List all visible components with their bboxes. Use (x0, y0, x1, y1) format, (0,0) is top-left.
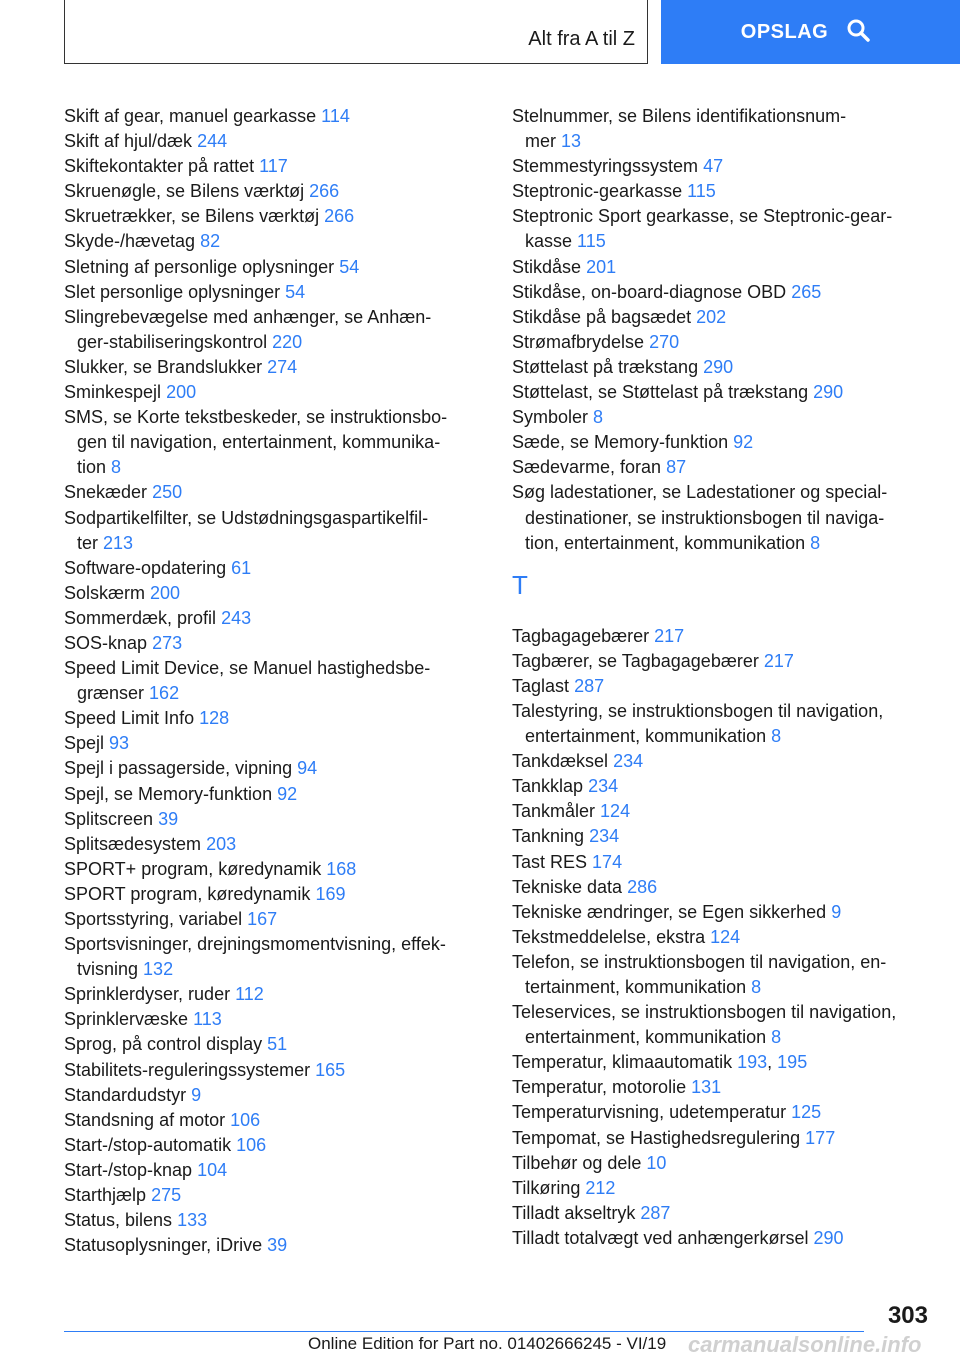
index-entry (512, 154, 932, 179)
page-ref-link[interactable]: 131 (691, 1077, 722, 1098)
index-entry (512, 480, 932, 555)
index-entry-text: Skift af hjul/dæk (64, 131, 193, 152)
index-entry-text: Start-/stop-automatik (64, 1134, 232, 1155)
index-entry (512, 1226, 932, 1251)
page-ref-link[interactable]: 270 (649, 331, 680, 352)
page-ref-link[interactable]: 165 (315, 1059, 346, 1080)
index-entry (512, 380, 932, 405)
page-ref-link[interactable]: 217 (654, 625, 685, 646)
index-entry-text: SOS-knap (64, 632, 148, 653)
page-ref-link[interactable]: 54 (285, 281, 306, 302)
index-entry-text: Sædevarme, foran (512, 457, 662, 478)
index-entry (512, 1126, 932, 1151)
index-entry (64, 1133, 484, 1158)
index-entry (64, 882, 484, 907)
page-ref-link[interactable]: 8 (751, 977, 762, 997)
index-entry (64, 807, 484, 832)
index-entry-text: Statusoplysninger, iDrive (64, 1235, 263, 1256)
index-entry (512, 624, 932, 649)
header-tab (64, 0, 648, 64)
page-ref-link[interactable]: 244 (197, 131, 228, 152)
index-column-left (64, 104, 484, 1258)
index-entry (64, 380, 484, 405)
index-entry (512, 405, 932, 430)
index-entry (64, 932, 484, 982)
index-entry (64, 756, 484, 781)
page-ref-link[interactable]: 132 (143, 959, 174, 980)
search-icon (846, 18, 870, 47)
index-entry-text: Spejl i passagerside, vipning (64, 758, 293, 779)
index-entry (64, 1158, 484, 1183)
page-ref-link[interactable]: 9 (191, 1084, 202, 1105)
page-ref-link[interactable]: 290 (813, 1227, 844, 1248)
page-ref-link[interactable]: 234 (589, 826, 620, 847)
page-ref-link[interactable]: 8 (771, 1027, 782, 1048)
index-entry-text: Standsning af motor (64, 1109, 226, 1130)
index-entry-text: Skift af gear, manuel gearkasse (64, 106, 317, 126)
index-entry (64, 1233, 484, 1258)
index-entry (512, 950, 932, 1000)
index-entry (512, 455, 932, 480)
index-entry (512, 875, 932, 900)
index-entry-text: Støttelast på trækstang (512, 356, 699, 377)
index-entry-text: Status, bilens (64, 1210, 173, 1231)
index-entry-text: Skruetrækker, se Bilens værktøj (64, 206, 320, 227)
index-entry-text: Steptronic Sport gearkasse, se Steptronic-gear- (512, 206, 893, 227)
index-entry (512, 749, 932, 774)
page-ref-link[interactable]: 274 (267, 356, 298, 377)
index-entry-text: Sportsvisninger, drejningsmomentvisning, effek- (64, 934, 446, 955)
index-entry (64, 229, 484, 254)
index-entry-text: Slet personlige oplysninger (64, 281, 281, 302)
index-entry (512, 305, 932, 330)
page-ref-link[interactable]: 117 (259, 156, 288, 177)
index-entry (64, 104, 484, 129)
index-entry-text: SPORT+ program, køredynamik (64, 858, 322, 879)
index-entry (512, 280, 932, 305)
index-entry-text: SMS, se Korte tekstbeskeder, se instruktionsbo- (64, 407, 448, 428)
index-list-left (64, 104, 484, 1258)
section-letter: T (512, 569, 528, 600)
index-entry (64, 907, 484, 932)
page-ref-link[interactable]: 124 (710, 926, 741, 947)
index-entry-text: Sæde, se Memory-funktion (512, 432, 729, 453)
index-entry-text: Sminkespejl (64, 382, 162, 403)
index-entry (512, 330, 932, 355)
page-ref-link[interactable]: 128 (199, 708, 230, 729)
index-entry (64, 154, 484, 179)
page-ref-link[interactable]: 243 (221, 607, 252, 628)
page-ref-link[interactable]: 290 (703, 356, 734, 377)
index-entry-text: Software-opdatering (64, 557, 227, 578)
index-entry-text: Tilladt totalvægt ved anhængerkørsel (512, 1227, 809, 1248)
index-entry-text: Stelnummer, se Bilens identifikationsnum- (512, 106, 847, 126)
index-entry (512, 1100, 932, 1125)
page-ref-link[interactable]: 217 (763, 650, 794, 671)
page-ref-link[interactable]: 113 (193, 1009, 222, 1030)
index-entry (512, 699, 932, 749)
page-ref-link[interactable]: 220 (272, 331, 303, 352)
index-entry-text: Solskærm (64, 582, 146, 603)
index-entry-text: destinationer, se instruktionsbogen til naviga- (525, 507, 885, 528)
page-ref-link[interactable]: 266 (324, 206, 355, 227)
index-entry (512, 1151, 932, 1176)
index-entry (512, 900, 932, 925)
index-entry-text: Tempomat, se Hastighedsregulering (512, 1127, 801, 1148)
index-entry-text: Strømafbrydelse (512, 331, 645, 352)
index-entry-text: Talestyring, se instruktionsbogen til navigation, (512, 700, 884, 721)
index-entry-text: Telefon, se instruktionsbogen til navigation, en- (512, 951, 887, 972)
page-ref-link[interactable]: 10 (646, 1152, 667, 1173)
page-number: 303 (887, 1302, 928, 1329)
index-entry (64, 305, 484, 355)
page-ref-link[interactable]: 54 (339, 256, 360, 277)
index-entry-text: entertainment, kommunikation (525, 1027, 767, 1048)
index-entry-text: SPORT program, køredynamik (64, 883, 311, 904)
index-entry-text: Tekniske ændringer, se Egen sikkerhed (512, 901, 827, 922)
index-entry-text: Standardudstyr (64, 1084, 187, 1105)
index-entry (512, 204, 932, 254)
index-entry-text: grænser (77, 683, 145, 704)
header-title: Alt fra A til Z (528, 28, 635, 50)
index-entry (64, 782, 484, 807)
index-entry-text: Sommerdæk, profil (64, 607, 217, 628)
index-entry (64, 405, 484, 480)
page-ref-link[interactable]: 275 (151, 1185, 182, 1206)
index-entry-text: ter (77, 532, 99, 553)
index-entry (512, 1176, 932, 1201)
page-ref-link[interactable]: 287 (640, 1202, 671, 1223)
index-entry (512, 674, 932, 699)
index-entry (64, 656, 484, 706)
page-ref-link[interactable]: 124 (600, 801, 631, 822)
index-entry (64, 1208, 484, 1233)
page-ref-link[interactable]: 13 (561, 131, 582, 152)
index-entry-text: Stemmestyringssystem (512, 156, 699, 177)
index-entry (64, 1058, 484, 1083)
page-ref-link[interactable]: 169 (315, 883, 346, 904)
index-entry (64, 631, 484, 656)
index-column-right (512, 104, 932, 1251)
page-ref-link[interactable]: 125 (791, 1102, 822, 1123)
index-entry-text: Skiftekontakter på rattet (64, 156, 255, 177)
index-entry-text: Speed Limit Device, se Manuel hastighedsbe- (64, 658, 431, 679)
index-entry-text: Slukker, se Brandslukker (64, 356, 263, 377)
index-entry-text: entertainment, kommunikation (525, 726, 767, 747)
index-entry (64, 506, 484, 556)
index-entry-text: Stikdåse (512, 256, 582, 277)
page-ref-link[interactable]: 106 (230, 1109, 261, 1130)
index-entry (64, 556, 484, 581)
index-list-s (512, 104, 932, 556)
index-entry (64, 1108, 484, 1133)
page-ref-link[interactable]: 174 (592, 851, 623, 872)
index-entry-text: Stabilitets-reguleringssystemer (64, 1059, 311, 1080)
page-ref-link[interactable]: 265 (791, 281, 822, 302)
page-ref-link[interactable]: 106 (236, 1134, 267, 1155)
index-entry-text: tion (77, 457, 107, 478)
index-entry-text: tertainment, kommunikation (525, 977, 747, 997)
index-entry (64, 179, 484, 204)
index-entry-text: Stikdåse på bagsædet (512, 306, 692, 327)
index-entry (64, 1032, 484, 1057)
index-entry-text: Teleservices, se instruktionsbogen til navigation, (512, 1002, 897, 1023)
index-entry-text: Sprog, på control display (64, 1034, 263, 1055)
index-entry-text: Starthjælp (64, 1185, 147, 1206)
page-ref-link[interactable]: 133 (177, 1210, 208, 1231)
index-entry-text: Tankning (512, 826, 585, 847)
index-entry-text: Tilladt akseltryk (512, 1202, 636, 1223)
index-entry (64, 731, 484, 756)
index-entry-text: Søg ladestationer, se Ladestationer og special- (512, 482, 888, 503)
page-ref-link[interactable]: 39 (158, 808, 179, 829)
index-entry (512, 824, 932, 849)
index-entry-text: Steptronic-gearkasse (512, 181, 683, 202)
index-entry (64, 204, 484, 229)
page-ref-link[interactable]: 87 (666, 457, 687, 478)
index-entry-text: ger-stabiliseringskontrol (77, 331, 268, 352)
page-ref-link[interactable]: 202 (696, 306, 727, 327)
index-entry (512, 104, 932, 154)
index-entry-text: Sprinklervæske (64, 1009, 189, 1030)
page-ref-link[interactable]: 93 (109, 733, 130, 754)
page-ref-link[interactable]: 200 (150, 582, 181, 603)
index-entry-text: Tilbehør og dele (512, 1152, 642, 1173)
page-ref-link[interactable]: 213 (103, 532, 134, 553)
page-ref-link[interactable]: 234 (613, 751, 644, 772)
index-entry-text: Skruenøgle, se Bilens værktøj (64, 181, 305, 202)
index-entry-text: Tankklap (512, 776, 584, 797)
page-ref-link[interactable]: 200 (166, 382, 197, 403)
footer-text: Online Edition for Part no. 01402666245 - VI/19 (308, 1334, 667, 1353)
index-entry-text: Taglast (512, 675, 570, 696)
page-ref-link[interactable]: 8 (111, 457, 122, 478)
index-entry-text: Speed Limit Info (64, 708, 195, 729)
index-entry (64, 832, 484, 857)
page-ref-link[interactable]: 167 (247, 909, 278, 929)
index-entry (512, 925, 932, 950)
index-entry-text: tvisning (77, 959, 139, 980)
page-ref-link[interactable]: 8 (771, 726, 782, 747)
page-ref-link[interactable]: 201 (586, 256, 617, 277)
index-entry (64, 480, 484, 505)
index-entry-text: Slingrebevægelse med anhænger, se Anhæn- (64, 306, 432, 327)
index-entry-text: kasse (525, 231, 573, 252)
page-ref-link[interactable]: 8 (810, 532, 821, 553)
index-entry-text: Tankdæksel (512, 751, 609, 772)
index-entry-text: Stikdåse, on-board-diagnose OBD (512, 281, 787, 302)
page-ref-link[interactable]: 39 (267, 1235, 288, 1256)
index-entry: Temperatur, klimaautomatik 193, 195 (512, 1052, 808, 1073)
page-ref-link[interactable]: 168 (326, 858, 357, 879)
index-entry-text: gen til navigation, entertainment, kommunika- (77, 432, 441, 453)
index-entry-text: Splitscreen (64, 808, 154, 829)
index-entry (512, 774, 932, 799)
page-ref-link[interactable]: 115 (577, 231, 606, 252)
page-ref-link[interactable]: 212 (585, 1177, 616, 1198)
index-entry (512, 430, 932, 455)
index-entry (64, 1183, 484, 1208)
page-ref-link[interactable]: 266 (309, 181, 340, 202)
index-entry-text: Spejl, se Memory-funktion (64, 783, 273, 804)
index-entry (64, 255, 484, 280)
index-entry (64, 129, 484, 154)
index-entry (64, 606, 484, 631)
index-entry (64, 280, 484, 305)
index-entry (512, 649, 932, 674)
page-ref-link[interactable]: 104 (197, 1159, 228, 1180)
index-entry-text: Tilkøring (512, 1177, 581, 1198)
index-entry-text: Sletning af personlige oplysninger (64, 256, 335, 277)
page-ref-link[interactable]: 250 (152, 482, 183, 503)
index-entry-text: Snekæder (64, 482, 148, 503)
page-ref-link[interactable]: 203 (206, 833, 237, 854)
index-entry-text: Sprinklerdyser, ruder (64, 984, 231, 1005)
lookup-button-label: OPSLAG (740, 20, 829, 43)
index-list-t (512, 624, 932, 1251)
page-ref-link[interactable]: 92 (277, 783, 298, 804)
page-ref-link[interactable]: 92 (733, 432, 754, 453)
page-ref-link[interactable]: 8 (593, 407, 604, 428)
index-entry-text: Temperatur, motorolie (512, 1077, 687, 1098)
lookup-button[interactable] (661, 0, 960, 64)
index-entry-text: Spejl (64, 733, 105, 754)
page-ref-link[interactable]: 286 (627, 876, 658, 897)
index-entry-text: Temperatur, klimaautomatik (512, 1052, 733, 1073)
page-ref-link[interactable]: 94 (297, 758, 318, 779)
index-entry-text: tion, entertainment, kommunikation (525, 532, 806, 553)
page-ref-link[interactable]: 195 (777, 1052, 808, 1073)
index-entry (512, 850, 932, 875)
index-entry (512, 1000, 932, 1050)
index-entry (64, 1083, 484, 1108)
page-ref-link[interactable]: 177 (805, 1127, 836, 1148)
page-ref-link[interactable]: 273 (152, 632, 183, 653)
index-entry-text: mer (525, 131, 556, 152)
page-ref-link[interactable]: 234 (588, 776, 619, 797)
index-entry (512, 1075, 932, 1100)
index-entry-text: Temperaturvisning, udetemperatur (512, 1102, 787, 1123)
page-ref-link[interactable]: 82 (200, 231, 221, 252)
page-ref-link[interactable]: 51 (267, 1034, 288, 1055)
page-ref-link[interactable]: 114 (321, 106, 350, 126)
page-ref-link[interactable]: 9 (831, 901, 842, 922)
index-entry (64, 1007, 484, 1032)
index-entry (64, 706, 484, 731)
index-entry-text: Sodpartikelfilter, se Udstødningsgaspartikelfil- (64, 507, 429, 528)
watermark: carmanualsonline.info (688, 1332, 922, 1357)
index-entry (64, 355, 484, 380)
page-ref-link[interactable]: 115 (687, 181, 716, 202)
page-ref-link[interactable]: 193 (737, 1052, 768, 1073)
index-entry-text: Tankmåler (512, 801, 596, 822)
index-entry (64, 857, 484, 882)
page-ref-link[interactable]: 287 (574, 675, 605, 696)
index-entry-text: Tagbagagebærer (512, 625, 650, 646)
index-entry (512, 179, 932, 204)
index-entry (512, 355, 932, 380)
index-entry-text: Tekstmeddelelse, ekstra (512, 926, 706, 947)
index-entry-text: Symboler (512, 407, 589, 428)
page-ref-link[interactable]: 47 (703, 156, 724, 177)
index-entry-text: Sportsstyring, variabel (64, 909, 243, 929)
index-entry (512, 255, 932, 280)
index-entry (64, 581, 484, 606)
index-entry-text: Tagbærer, se Tagbagagebærer (512, 650, 759, 671)
index-entry-text: Splitsædesystem (64, 833, 202, 854)
page-ref-link[interactable]: 162 (149, 683, 180, 704)
index-entry-text: Start-/stop-knap (64, 1159, 193, 1180)
index-entry-text: Støttelast, se Støttelast på trækstang (512, 382, 809, 403)
index-entry-text: Tast RES (512, 851, 588, 872)
index-entry (512, 799, 932, 824)
page-ref-link[interactable]: 290 (813, 382, 844, 403)
page-ref-link[interactable]: 112 (235, 984, 264, 1005)
page-ref-link[interactable]: 61 (231, 557, 252, 578)
index-entry-text: Tekniske data (512, 876, 623, 897)
index-entry (64, 982, 484, 1007)
index-entry-text: Skyde-/hævetag (64, 231, 196, 252)
index-entry (512, 1201, 932, 1226)
